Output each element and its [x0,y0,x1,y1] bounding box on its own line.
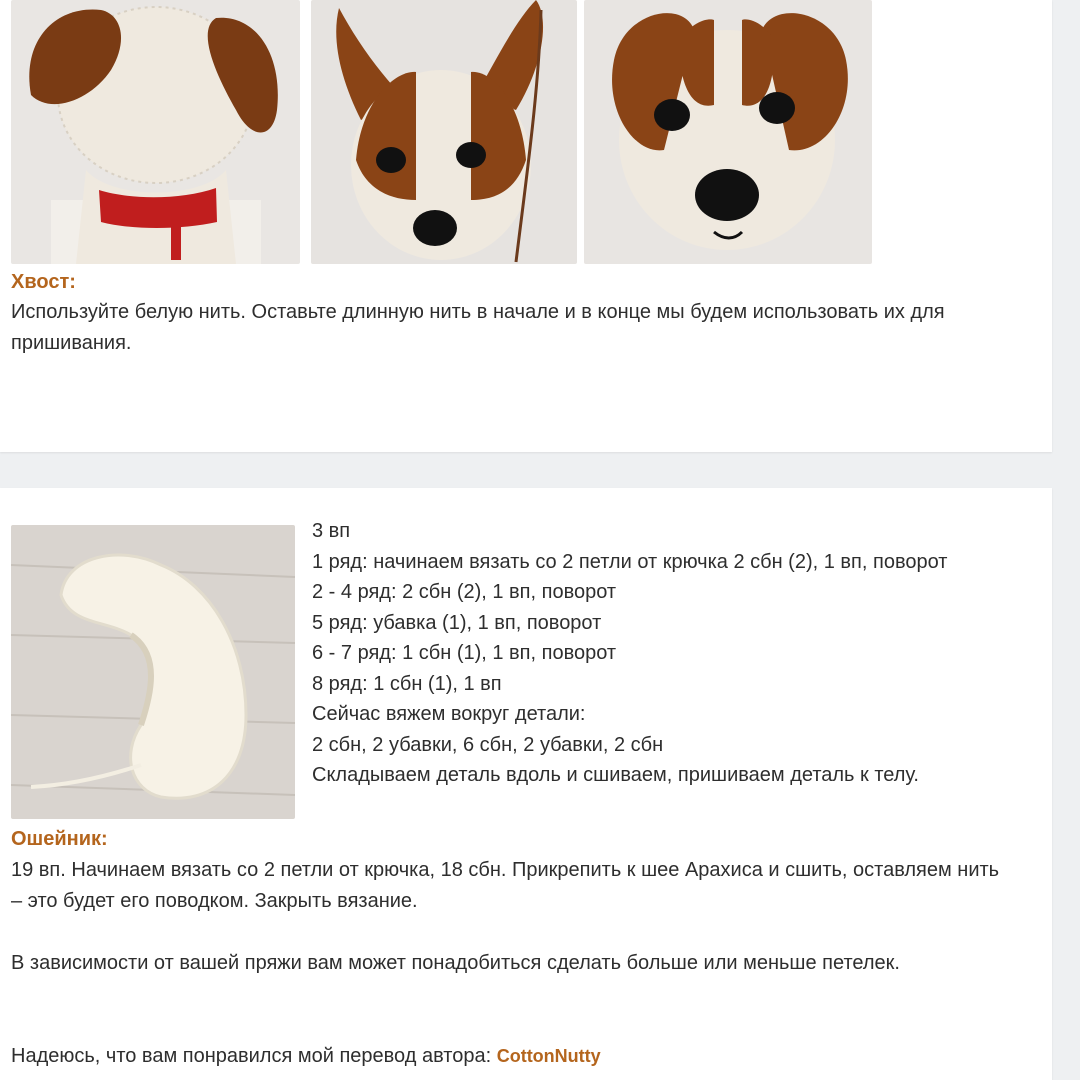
collar-title: Ошейник: [11,828,108,850]
tail-step: 2 сбн, 2 убавки, 6 сбн, 2 убавки, 2 сбн [312,733,664,756]
tail-step: 2 - 4 ряд: 2 сбн (2), 1 вп, поворот [312,581,617,603]
author-link[interactable]: CottonNutty [496,1046,601,1066]
tail-steps [312,516,1042,791]
tail-step: 3 вп [312,520,351,542]
closing-text: Надеюсь, что вам понравился мой перевод автора: [11,1045,497,1067]
top-card [0,0,1052,452]
tail-description: Используйте белую нить. Оставьте длинную нить в начале и в конце мы будем использовать их для пришивания. [11,301,945,354]
collar-description: 19 вп. Начинаем вязать со 2 петли от крючка, 18 сбн. Прикрепить к шее Арахиса и сшить, оставляем нить – это будет его поводком. Закрыть вязание. [11,859,1000,912]
tail-step: 6 - 7 ряд: 1 сбн (1), 1 вп, поворот [312,642,617,664]
tail-step: 5 ряд: убавка (1), 1 вп, поворот [312,611,602,634]
tail-step: Сейчас вяжем вокруг детали: [312,703,586,725]
closing-line [11,1041,1051,1072]
photo-dog-pointy-ears [311,0,577,264]
photo-dog-floppy-ears [584,0,872,264]
yarn-note: В зависимости от вашей пряжи вам может понадобиться сделать больше или меньше петелек. [11,952,900,974]
photo-crochet-tail [11,525,295,819]
tail-step: 8 ряд: 1 сбн (1), 1 вп [312,672,502,695]
tail-step: Складываем деталь вдоль и сшиваем, пришиваем деталь к телу. [312,764,919,786]
tail-step: 1 ряд: начинаем вязать со 2 петли от крючка 2 сбн (2), 1 вп, поворот [312,550,948,573]
photo-dog-back [11,0,300,264]
tail-title: Хвост: [11,271,76,293]
